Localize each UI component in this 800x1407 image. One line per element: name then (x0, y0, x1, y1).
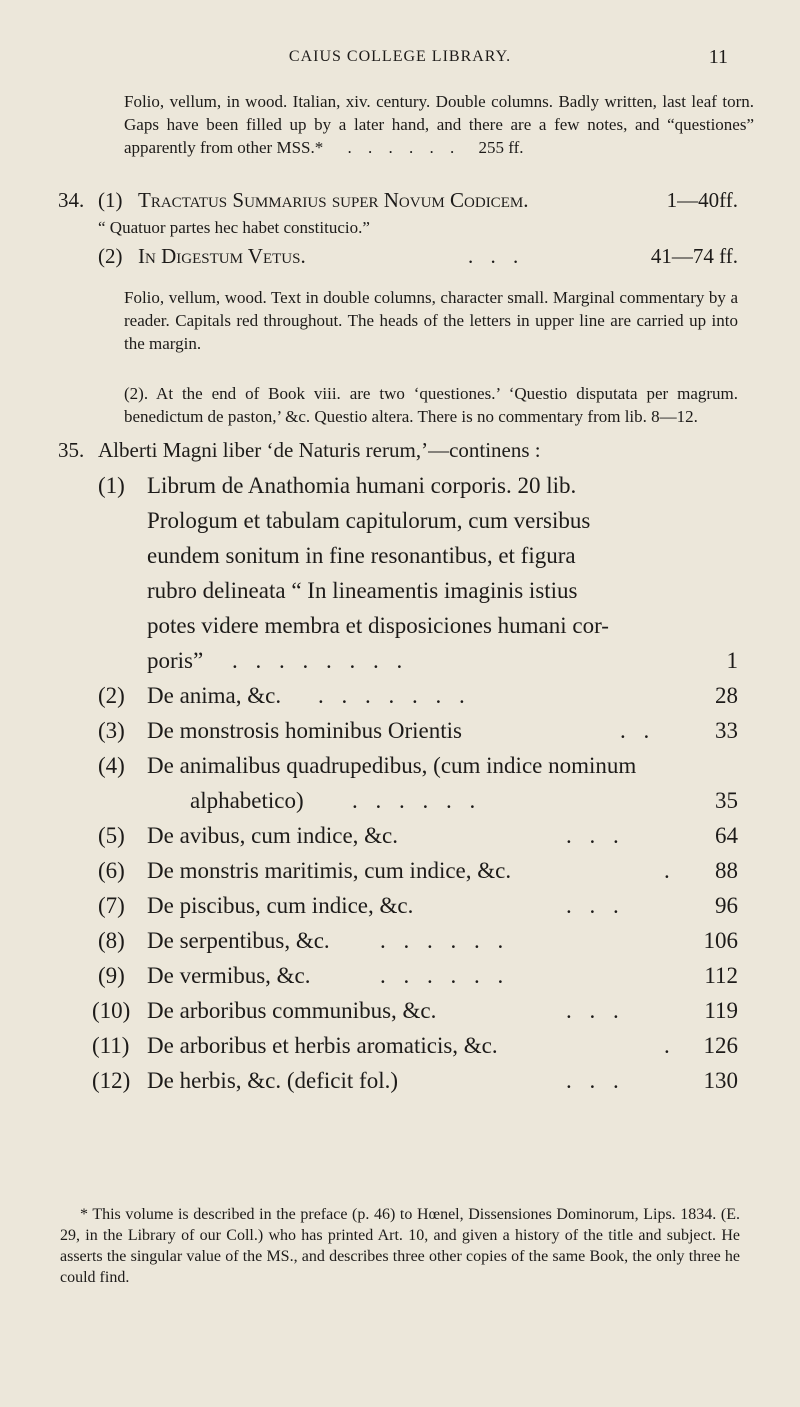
entry-35-item-11 (0, 1030, 800, 1060)
entry-35-item-1-page: 1 (726, 648, 738, 673)
entry-35-item-10-label: (10) (92, 998, 131, 1023)
entry-35-item-1-text-1: Librum de Anathomia humani corporis. 20 lib. (147, 473, 577, 498)
entry-35-item-8-text: De serpentibus, &c. (147, 928, 330, 953)
entry-35-item-10-text: De arboribus communibus, &c. (147, 998, 437, 1023)
entry-34-description (124, 286, 738, 355)
entry-35-item-1-line-6 (0, 645, 800, 675)
entry-35-item-4-page: 35 (715, 788, 738, 813)
entry-34-item-2 (0, 242, 800, 272)
entry-35-item-9-text: De vermibus, &c. (147, 963, 311, 988)
entry-35-item-3-label: (3) (98, 718, 125, 743)
entry-35-item-1-label: (1) (98, 473, 125, 498)
entry-35-item-7-page: 96 (715, 893, 738, 918)
entry-35-heading: Alberti Magni liber ‘de Naturis rerum,’—continens : (98, 438, 541, 462)
entry-34-item-1 (0, 186, 800, 216)
entry-35-item-2-text: De anima, &c. (147, 683, 282, 708)
entry-35-item-5-page: 64 (715, 823, 738, 848)
entry-35-item-12 (0, 1065, 800, 1095)
entry-35-item-1-line-4 (0, 575, 800, 605)
entry-35-item-10 (0, 995, 800, 1025)
entry-35-item-5-label: (5) (98, 823, 125, 848)
entry-35-item-1-dots: . . . . . . . . (232, 648, 409, 673)
entry-33-description-text: Folio, vellum, in wood. Italian, xiv. century. Double columns. Badly written, last leaf torn. Gaps have been filled up by a later hand, and there are a few notes, and “questiones” apparently from other MSS.* (124, 92, 754, 157)
entry-35-item-2-label: (2) (98, 683, 125, 708)
page-number: 11 (708, 46, 728, 68)
entry-33-description (124, 90, 754, 159)
entry-35-item-2 (0, 680, 800, 710)
entry-35-item-8-page: 106 (703, 928, 738, 953)
entry-34-item-2-label: (2) (98, 244, 123, 268)
entry-35-item-5 (0, 820, 800, 850)
entry-34-item-2-dots: . . . (468, 244, 525, 268)
entry-35-item-7-dots: . . . (566, 893, 625, 918)
entry-35-item-12-page: 130 (703, 1068, 738, 1093)
entry-35-item-1-text-3: eundem sonitum in fine resonantibus, et figura (147, 543, 576, 568)
entry-34-description-text: Folio, vellum, wood. Text in double columns, character small. Marginal commentary by a reader. Capitals red throughout. The heads of the letters in upper line are carried up into the margin. (124, 288, 738, 353)
entry-35-item-9 (0, 960, 800, 990)
entry-35-item-6-page: 88 (715, 858, 738, 883)
entry-33-folios: 255 ff. (478, 138, 524, 157)
entry-35-item-1-text-2: Prologum et tabulam capitulorum, cum versibus (147, 508, 591, 533)
entry-35-item-4-cont (0, 785, 800, 815)
entry-35-item-1-line-5 (0, 610, 800, 640)
entry-35-item-6-text: De monstris maritimis, cum indice, &c. (147, 858, 512, 883)
entry-35-item-1-line-1 (0, 470, 800, 500)
entry-35-item-7-text: De piscibus, cum indice, &c. (147, 893, 414, 918)
entry-35-item-3-text: De monstrosis hominibus Orientis (147, 718, 462, 743)
entry-35-item-8 (0, 925, 800, 955)
entry-35-item-11-page: 126 (703, 1033, 738, 1058)
entry-34-item-2-title: In Digestum Vetus. (138, 244, 306, 268)
entry-35-heading-line (0, 436, 800, 466)
entry-35-item-8-dots: . . . . . . (380, 928, 510, 953)
entry-35-item-9-dots: . . . . . . (380, 963, 510, 988)
entry-35-item-10-page: 119 (704, 998, 738, 1023)
entry-33-leader-dots: . . . . . . (347, 138, 461, 157)
entry-35-item-4-dots: . . . . . . (352, 788, 482, 813)
entry-35-item-9-label: (9) (98, 963, 125, 988)
entry-34-item-1-folios: 1—40ff. (666, 188, 738, 212)
entry-35-item-2-page: 28 (715, 683, 738, 708)
entry-35-item-12-dots: . . . (566, 1068, 625, 1093)
entry-35-item-3 (0, 715, 800, 745)
entry-35-item-7-label: (7) (98, 893, 125, 918)
entry-35-item-5-text: De avibus, cum indice, &c. (147, 823, 399, 848)
entry-35-item-7 (0, 890, 800, 920)
entry-35-item-4 (0, 750, 800, 780)
entry-35-item-10-dots: . . . (566, 998, 625, 1023)
entry-35-item-4-text: De animalibus quadrupedibus, (cum indice nominum (147, 753, 637, 778)
entry-35-item-1-text-5: potes videre membra et disposiciones humani cor- (147, 613, 609, 638)
page-header (0, 0, 800, 80)
entry-35-item-8-label: (8) (98, 928, 125, 953)
entry-34-item-1-title: Tractatus Summarius super Novum Codicem. (138, 188, 529, 212)
entry-34-number: 34. (58, 188, 85, 212)
entry-35-item-6-label: (6) (98, 858, 125, 883)
entry-35-item-12-label: (12) (92, 1068, 131, 1093)
entry-35-item-3-dots: . . (620, 718, 656, 743)
entry-35-item-1-line-3 (0, 540, 800, 570)
footnote: * This volume is described in the preface (p. 46) to Hœnel, Dissensiones Dominorum, Lips. 1834. (E. 29, in the Library of our Coll.) who has printed Art. 10, and given a history of the title and subject. He asserts the singular value of the MS., and describes three other copies of the same Book, the only three he could find. (60, 1206, 740, 1286)
running-head: CAIUS COLLEGE LIBRARY. (288, 48, 512, 65)
entry-35-item-1-text-4: rubro delineata “ In lineamentis imaginis istius (147, 578, 578, 603)
entry-35-item-6-dots: . (664, 858, 676, 883)
entry-34-incipit-text: “ Quatuor partes hec habet constitucio.” (98, 218, 370, 237)
entry-35-item-4-label: (4) (98, 753, 125, 778)
entry-35-item-11-text: De arboribus et herbis aromaticis, &c. (147, 1033, 498, 1058)
entry-35-item-12-text: De herbis, &c. (deficit fol.) (147, 1068, 398, 1093)
entry-35-item-1-text-6: poris” (147, 648, 204, 673)
entry-35-item-1-line-2 (0, 505, 800, 535)
entry-35-number: 35. (58, 438, 85, 462)
entry-34-item-1-label: (1) (98, 188, 123, 212)
entry-35-item-2-dots: . . . . . . . (318, 683, 471, 708)
entry-35-item-3-page: 33 (715, 718, 738, 743)
entry-35-item-11-label: (11) (92, 1033, 130, 1058)
entry-35-item-6 (0, 855, 800, 885)
entry-35-item-4-text-cont: alphabetico) (190, 788, 304, 813)
entry-35-item-11-dots: . (664, 1033, 676, 1058)
entry-34-note (124, 382, 738, 428)
entry-35-item-5-dots: . . . (566, 823, 625, 848)
entry-34-item-2-folios: 41—74 ff. (650, 244, 738, 268)
entry-34-note-text: (2). At the end of Book viii. are two ‘questiones.’ ‘Questio disputata per magrum. benedictum de paston,’ &c. Questio altera. There is no commentary from lib. 8—12. (124, 384, 738, 426)
entry-35-item-9-page: 112 (704, 963, 738, 988)
